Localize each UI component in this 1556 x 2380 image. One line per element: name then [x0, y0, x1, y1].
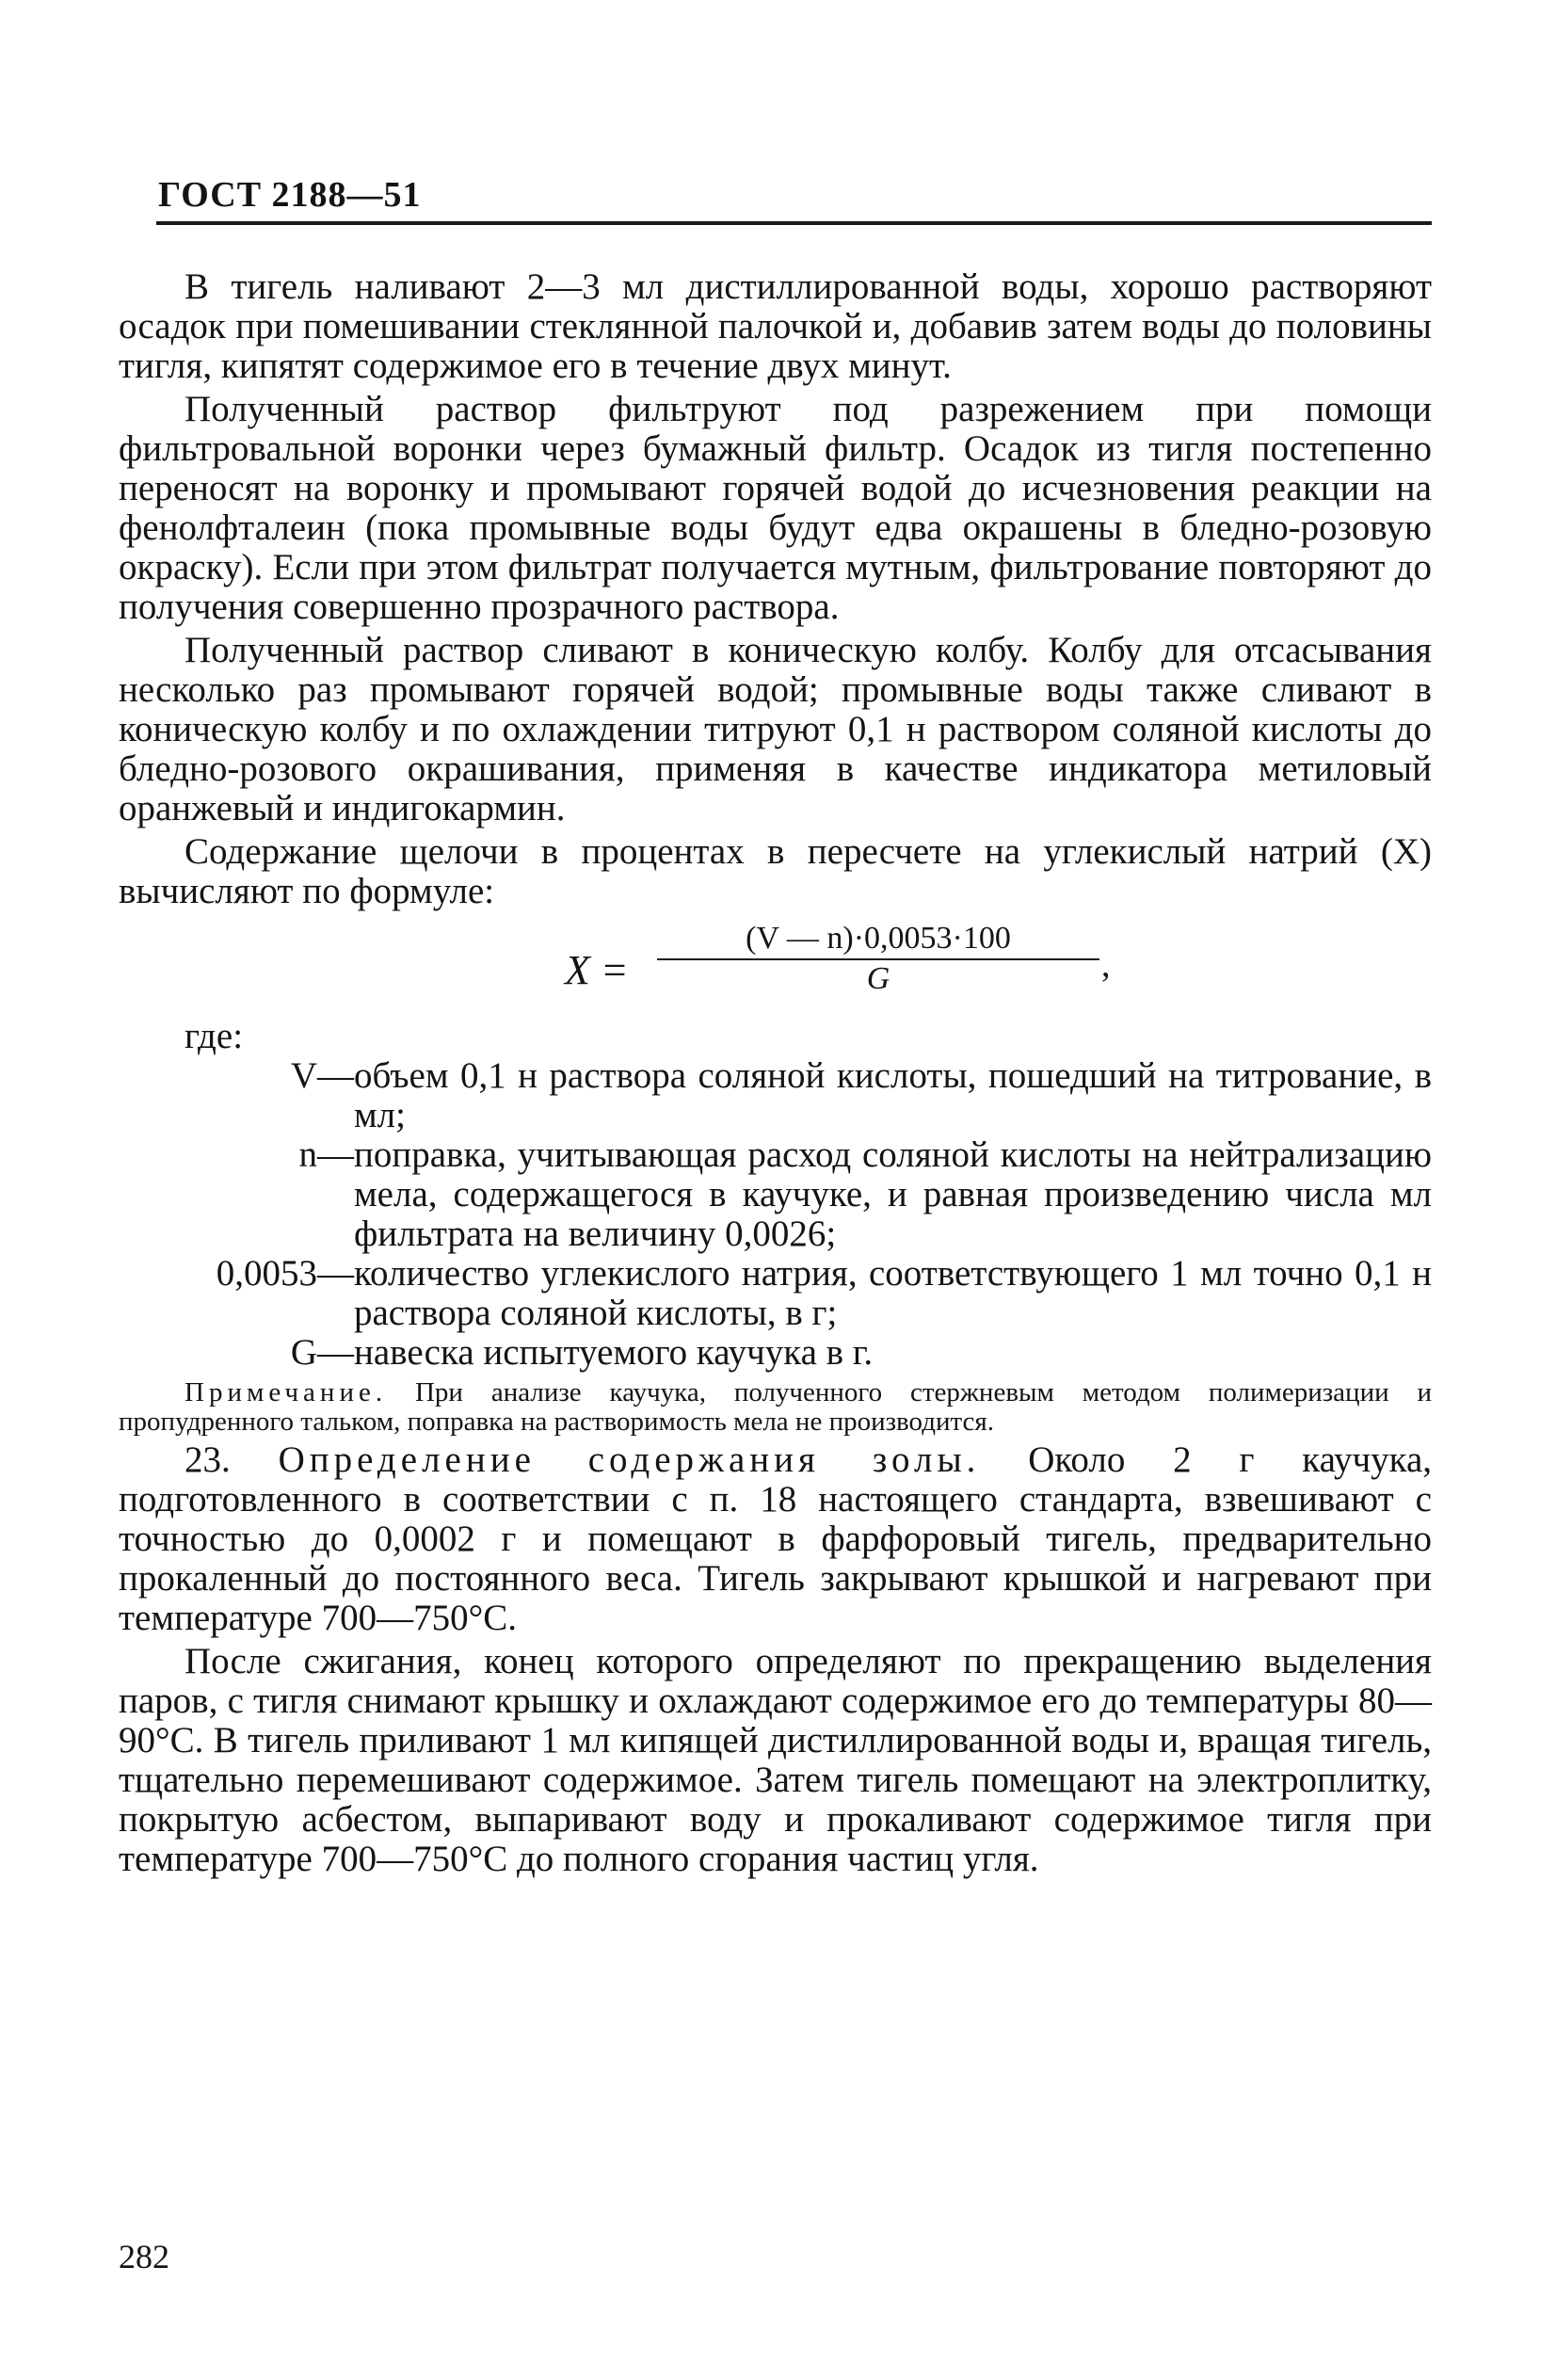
definition-symbol: V—: [290, 1055, 354, 1096]
section-text: Около 2 г каучука, подготовленного в соответствии с п. 18 настоящего стандарта, взвешивают с точностью до 0,0002 г и помещают в фарфоровый тигель, предварительно прокаленный до постоянного веса. Тигель закрывают крышкой и нагревают при температуре 700—750°С.: [119, 1439, 1433, 1638]
formula: [119, 921, 1432, 1011]
where-label: где:: [184, 1016, 244, 1056]
section-heading: Определение содержания золы.: [278, 1439, 981, 1480]
definition-g: [119, 1333, 1432, 1373]
fraction-bar: [657, 958, 1099, 960]
formula-lhs: X =: [565, 947, 629, 993]
definition-text: навеска испытуемого каучука в г.: [354, 1332, 874, 1373]
paragraph-ashing: После сжигания, конец которого определяют по прекращению выделения паров, с тигля снимают крышку и охлаждают содержимое его до температуры 80—90°С. В тигель приливают 1 мл кипящей дистиллированной воды и, вращая тигель, тщательно перемешивают содержимое. Затем тигель помещают на электроплитку, покрытую асбестом, выпаривают воду и прокаливают содержимое тигля при температуре 700—750°С до полного сгорания частиц угля.: [119, 1641, 1432, 1879]
definition-text: объем 0,1 н раствора соляной кислоты, пошедший на титрование, в мл;: [354, 1055, 1432, 1135]
section-23: [119, 1440, 1432, 1638]
paragraph-titration: Полученный раствор сливают в коническую колбу. Колбу для отсасывания несколько раз промывают горячей водой; промывные воды также сливают в коническую колбу и по охлаждении титруют 0,1 н раствором соляной кислоты до бледно-розового окрашивания, применяя в качестве индикатора метиловый оранжевый и индигокармин.: [119, 630, 1432, 828]
note-text: При анализе каучука, полученного стержневым методом полимеризации и пропудренного тальком, поправка на растворимость мела не производится.: [119, 1377, 1433, 1437]
formula-fraction: [657, 921, 1099, 996]
definition-symbol: 0,0053—: [216, 1253, 354, 1294]
definition-v: [119, 1056, 1432, 1135]
definition-n: [119, 1135, 1432, 1254]
header-rule: [156, 221, 1432, 225]
section-number: 23.: [184, 1439, 231, 1480]
definition-text: количество углекислого натрия, соответствующего 1 мл точно 0,1 н раствора соляной кислоты, в г;: [354, 1253, 1432, 1333]
formula-numerator: (V — n)·0,0053·100: [746, 921, 1011, 956]
paragraph-filtration: Полученный раствор фильтруют под разрежением при помощи фильтровальной воронки через бумажный фильтр. Осадок из тигля постепенно переносят на воронку и промывают горячей водой до исчезновения реакции на фенолфталеин (пока промывные воды будут едва окрашены в бледно-розовую окраску). Если при этом фильтрат получается мутным, фильтрование повторяют до получения совершенно прозрачного раствора.: [119, 389, 1432, 627]
definition-coefficient: [119, 1254, 1432, 1333]
document-body: [119, 267, 1432, 1879]
standard-header: ГОСТ 2188—51: [158, 175, 422, 215]
paragraph-dissolve: В тигель наливают 2—3 мл дистиллированной воды, хорошо растворяют осадок при помешивании стеклянной палочкой и, добавив затем воды до половины тигля, кипятят содержимое его в течение двух минут.: [119, 266, 1432, 386]
definition-text: поправка, учитывающая расход соляной кислоты на нейтрализацию мела, содержащегося в каучуке, и равная произведению числа мл фильтрата на величину 0,0026;: [354, 1134, 1432, 1254]
paragraph-formula-intro: Содержание щелочи в процентах в пересчете на углекислый натрий (X) вычисляют по формуле:: [119, 831, 1432, 911]
definition-symbol: n—: [298, 1134, 354, 1175]
note: [119, 1378, 1432, 1437]
definition-symbol: G—: [290, 1332, 354, 1373]
formula-comma: ,: [1101, 945, 1111, 985]
note-label: Примечание.: [184, 1377, 388, 1407]
formula-denominator: G: [866, 961, 890, 996]
page-number: 282: [119, 2238, 169, 2275]
